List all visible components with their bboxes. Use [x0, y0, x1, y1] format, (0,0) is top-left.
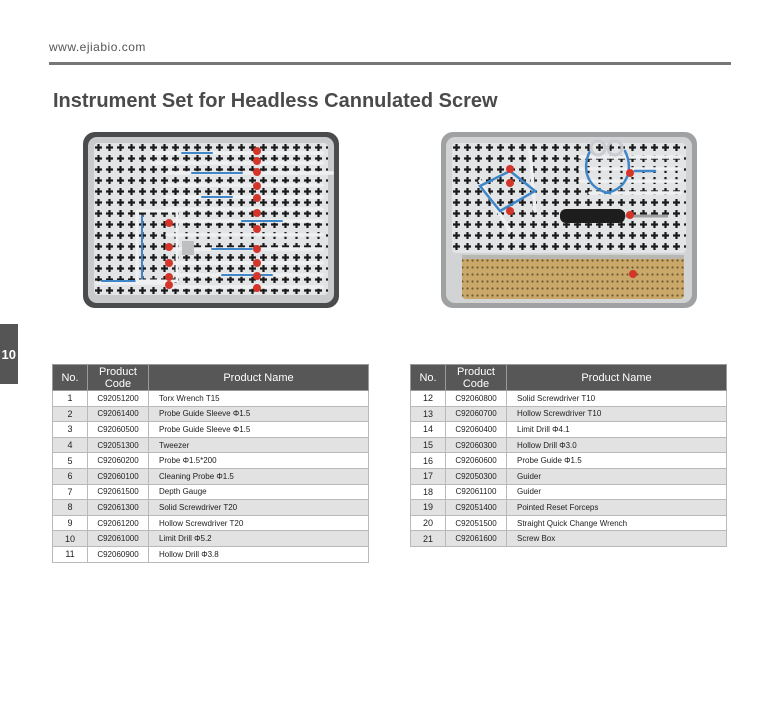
cell-product-code: C92060100 [88, 468, 149, 484]
cell-product-code: C92050300 [446, 468, 507, 484]
table-row [53, 546, 369, 562]
table-row [411, 406, 727, 422]
cell-product-code: C92051200 [88, 391, 149, 407]
col-header-name: Product Name [507, 365, 727, 391]
cell-product-name: Probe Guide Sleeve Φ1.5 [149, 422, 369, 438]
cell-product-code: C92061400 [88, 406, 149, 422]
col-header-no: No. [411, 365, 446, 391]
cell-product-name: Limit Drill Φ5.2 [149, 531, 369, 547]
table-row [411, 500, 727, 516]
cell-no: 20 [411, 515, 446, 531]
table-row [53, 437, 369, 453]
cell-no: 5 [53, 453, 88, 469]
table-row [53, 484, 369, 500]
cell-product-code: C92060200 [88, 453, 149, 469]
cell-product-name: Hollow Screwdriver T20 [149, 515, 369, 531]
cell-product-name: Guider [507, 468, 727, 484]
cell-product-code: C92061600 [446, 531, 507, 547]
table-row [411, 531, 727, 547]
cell-product-code: C92061000 [88, 531, 149, 547]
cell-no: 3 [53, 422, 88, 438]
cell-product-name: Hollow Screwdriver T10 [507, 406, 727, 422]
cell-product-code: C92060700 [446, 406, 507, 422]
cell-no: 11 [53, 546, 88, 562]
instrument-tray-photo-left [82, 131, 340, 309]
product-table-left [52, 364, 369, 563]
cell-product-name: Limit Drill Φ4.1 [507, 422, 727, 438]
table-row [411, 484, 727, 500]
table-row [53, 422, 369, 438]
cell-no: 2 [53, 406, 88, 422]
cell-no: 4 [53, 437, 88, 453]
cell-product-name: Solid Screwdriver T20 [149, 500, 369, 516]
website-url: www.ejiabio.com [49, 40, 146, 54]
cell-product-name: Probe Φ1.5*200 [149, 453, 369, 469]
cell-no: 15 [411, 437, 446, 453]
cell-product-name: Straight Quick Change Wrench [507, 515, 727, 531]
table-row [411, 453, 727, 469]
cell-product-name: Screw Box [507, 531, 727, 547]
cell-product-name: Hollow Drill Φ3.8 [149, 546, 369, 562]
header-rule [49, 62, 731, 65]
cell-no: 16 [411, 453, 446, 469]
cell-product-name: Probe Guide Φ1.5 [507, 453, 727, 469]
cell-product-name: Tweezer [149, 437, 369, 453]
table-row [411, 468, 727, 484]
table-row [53, 468, 369, 484]
cell-no: 12 [411, 391, 446, 407]
cell-product-code: C92060600 [446, 453, 507, 469]
cell-no: 18 [411, 484, 446, 500]
table-header-row [53, 365, 369, 391]
cell-product-name: Solid Screwdriver T10 [507, 391, 727, 407]
cell-product-code: C92060800 [446, 391, 507, 407]
cell-product-code: C92060400 [446, 422, 507, 438]
cell-product-code: C92061500 [88, 484, 149, 500]
cell-product-code: C92051300 [88, 437, 149, 453]
table-row [411, 437, 727, 453]
table-row [53, 500, 369, 516]
table-row [411, 515, 727, 531]
cell-product-code: C92061100 [446, 484, 507, 500]
cell-no: 10 [53, 531, 88, 547]
col-header-name: Product Name [149, 365, 369, 391]
cell-product-name: Guider [507, 484, 727, 500]
table-row [53, 391, 369, 407]
table-header-row [411, 365, 727, 391]
table-row [411, 391, 727, 407]
table-row [53, 515, 369, 531]
page-title: Instrument Set for Headless Cannulated Screw [53, 90, 498, 112]
cell-product-code: C92060500 [88, 422, 149, 438]
product-table-right [410, 364, 727, 547]
cell-product-name: Torx Wrench T15 [149, 391, 369, 407]
table-row [53, 531, 369, 547]
cell-no: 13 [411, 406, 446, 422]
cell-product-code: C92061300 [88, 500, 149, 516]
cell-product-code: C92051500 [446, 515, 507, 531]
col-header-code: Product Code [446, 365, 507, 391]
page-number: 10 [1, 346, 16, 362]
cell-no: 9 [53, 515, 88, 531]
instrument-tray-photo-right [440, 131, 698, 309]
cell-product-code: C92061200 [88, 515, 149, 531]
cell-product-name: Pointed Reset Forceps [507, 500, 727, 516]
cell-no: 17 [411, 468, 446, 484]
col-header-no: No. [53, 365, 88, 391]
cell-product-name: Hollow Drill Φ3.0 [507, 437, 727, 453]
table-row [53, 453, 369, 469]
cell-no: 6 [53, 468, 88, 484]
cell-product-name: Depth Gauge [149, 484, 369, 500]
cell-product-code: C92051400 [446, 500, 507, 516]
cell-product-name: Cleaning Probe Φ1.5 [149, 468, 369, 484]
cell-product-code: C92060300 [446, 437, 507, 453]
table-row [53, 406, 369, 422]
cell-product-code: C92060900 [88, 546, 149, 562]
cell-no: 8 [53, 500, 88, 516]
table-row [411, 422, 727, 438]
cell-no: 1 [53, 391, 88, 407]
cell-no: 19 [411, 500, 446, 516]
cell-no: 7 [53, 484, 88, 500]
page-number-tab [0, 324, 18, 384]
col-header-code: Product Code [88, 365, 149, 391]
cell-product-name: Probe Guide Sleeve Φ1.5 [149, 406, 369, 422]
cell-no: 14 [411, 422, 446, 438]
cell-no: 21 [411, 531, 446, 547]
